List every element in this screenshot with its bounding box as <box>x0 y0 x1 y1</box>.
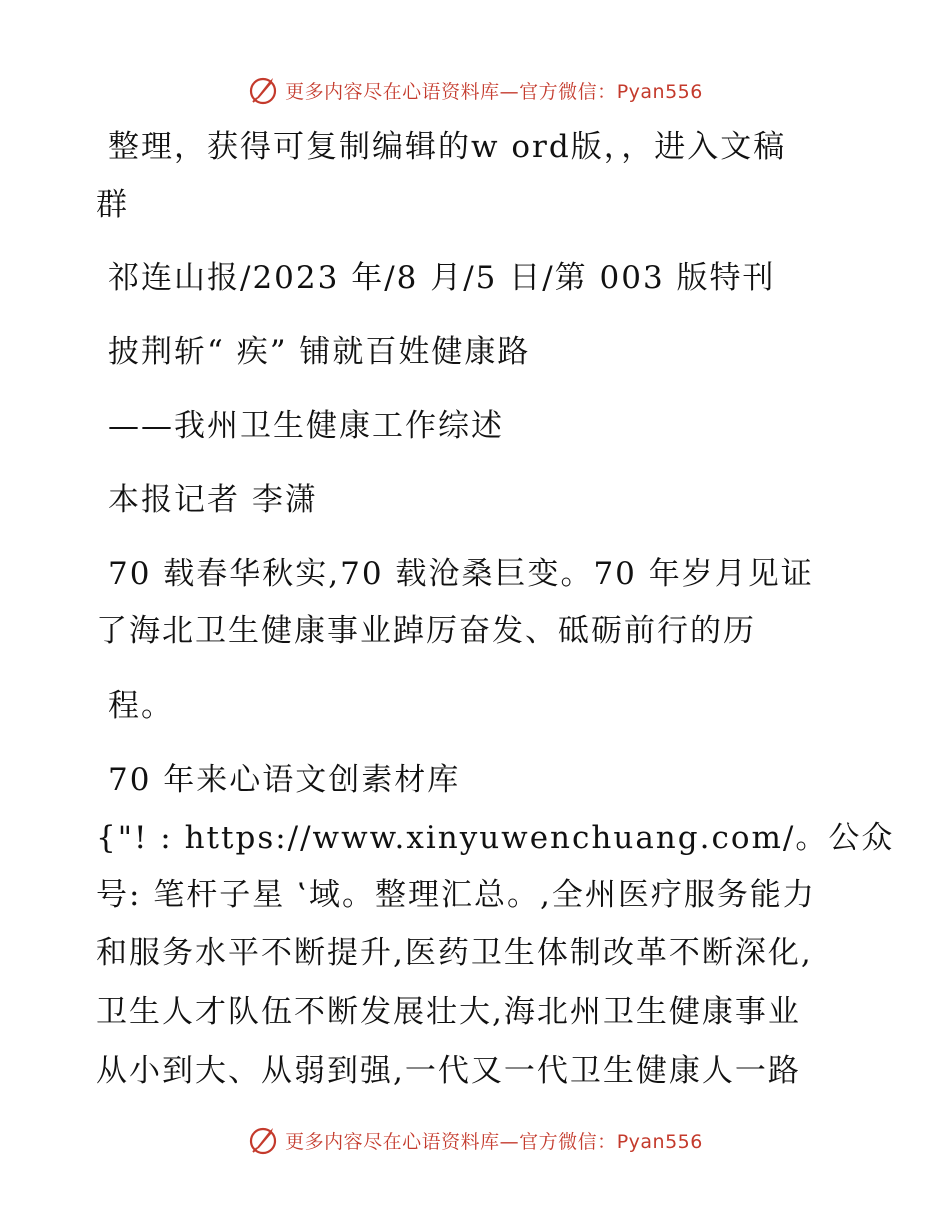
body-line-7: 70 载春华秋实,70 载沧桑巨变。70 年岁月见证 <box>108 556 814 592</box>
watermark-separator: — <box>499 80 520 103</box>
watermark-text <box>285 77 703 104</box>
quill-pen-logo-icon <box>247 1124 279 1156</box>
watermark-title: 更多内容尽在心语资料库 <box>285 1130 500 1153</box>
newspaper-source-line: 祁连山报/2023 年/8 月/5 日/第 003 版特刊 <box>108 260 776 296</box>
body-line-11: {"! : https://www.xinyuwenchuang.com/。公众 <box>96 820 895 856</box>
body-line-9: 程。 <box>108 688 174 724</box>
article-byline: 本报记者 李潇 <box>108 482 318 518</box>
body-line-12: 号: 笔杆子星 ‛域。整理汇总。,全州医疗服务能力 <box>96 877 816 913</box>
watermark-wechat-label: 官方微信： <box>519 80 617 103</box>
body-line-13: 和服务水平不断提升,医药卫生体制改革不断深化, <box>96 935 813 971</box>
watermark-separator: — <box>499 1130 520 1153</box>
watermark-wechat-id: Pyan556 <box>616 80 703 103</box>
footer-watermark <box>0 1120 950 1160</box>
article-title: 披荆斩“ 疾” 铺就百姓健康路 <box>108 334 531 370</box>
quill-pen-logo-icon <box>247 74 279 106</box>
body-line-14: 卫生人才队伍不断发展壮大,海北州卫生健康事业 <box>96 994 801 1030</box>
body-line-15: 从小到大、从弱到强,一代又一代卫生健康人一路 <box>96 1053 801 1089</box>
body-line-8: 了海北卫生健康事业踔厉奋发、砥砺前行的历 <box>96 613 756 649</box>
article-subtitle: ——我州卫生健康工作综述 <box>108 408 504 444</box>
watermark-text <box>285 1127 703 1154</box>
header-watermark <box>0 70 950 110</box>
body-line-1: 整理，获得可复制编辑的w ord版，，进入文稿 <box>108 129 787 165</box>
body-line-10: 70 年来心语文创素材库 <box>108 762 461 798</box>
watermark-wechat-id: Pyan556 <box>616 1130 703 1153</box>
watermark-wechat-label: 官方微信： <box>519 1130 617 1153</box>
body-line-2: 群 <box>96 187 129 223</box>
watermark-title: 更多内容尽在心语资料库 <box>285 80 500 103</box>
